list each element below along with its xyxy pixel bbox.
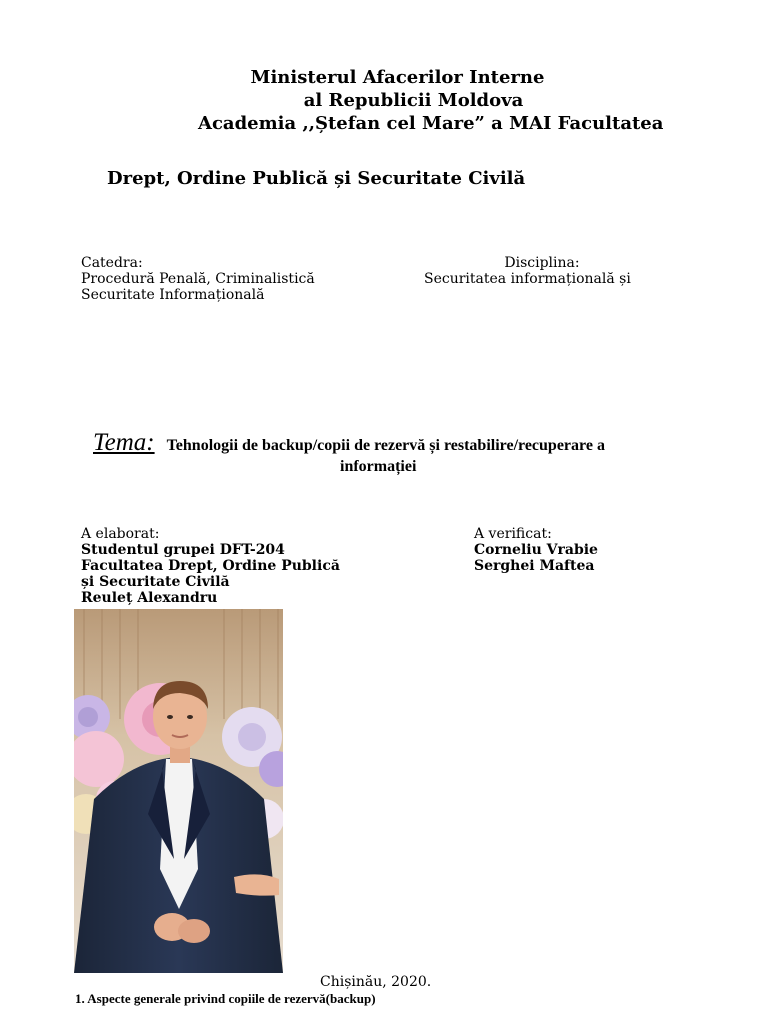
elaborat-faculty: Facultatea Drept, Ordine Publică <box>81 558 340 574</box>
tema-title-line-1: Tehnologii de backup/copii de rezervă și restabilire/recuperare a <box>166 437 605 454</box>
place-date: Chișinău, 2020. <box>320 974 432 990</box>
elaborat-group: Studentul grupei DFT-204 <box>81 542 285 558</box>
catedra-line-1: Procedură Penală, Criminalistică <box>81 271 315 287</box>
header-ministry: Ministerul Afacerilor Interne <box>250 67 545 88</box>
student-photo <box>74 609 283 973</box>
verificat-name-1: Corneliu Vrabie <box>474 542 598 558</box>
elaborat-faculty-cont: și Securitate Civilă <box>81 574 230 590</box>
verificat-label: A verificat: <box>474 526 552 542</box>
header-faculty: Drept, Ordine Publică și Securitate Civilă <box>107 168 526 189</box>
catedra-line-2: Securitate Informațională <box>81 287 265 303</box>
disciplina-block <box>424 255 660 287</box>
catedra-label: Catedra: <box>81 255 143 271</box>
disciplina-value: Securitatea informațională și <box>424 271 631 287</box>
tema-label: Tema: <box>93 429 155 456</box>
verificat-block <box>474 526 598 574</box>
disciplina-label: Disciplina: <box>504 255 580 271</box>
elaborat-block <box>81 526 340 606</box>
tema-title-line-2: informației <box>340 458 417 475</box>
elaborat-student-name: Reuleț Alexandru <box>81 590 218 606</box>
elaborat-label: A elaborat: <box>81 526 160 542</box>
verificat-name-2: Serghei Maftea <box>474 558 595 574</box>
header-republic: al Republicii Moldova <box>303 90 524 111</box>
header-academy: Academia ,,Ștefan cel Mare” a MAI Facultatea <box>198 113 664 134</box>
catedra-block <box>81 255 315 303</box>
section-title: 1. Aspecte generale privind copiile de rezervă(backup) <box>75 991 376 1006</box>
